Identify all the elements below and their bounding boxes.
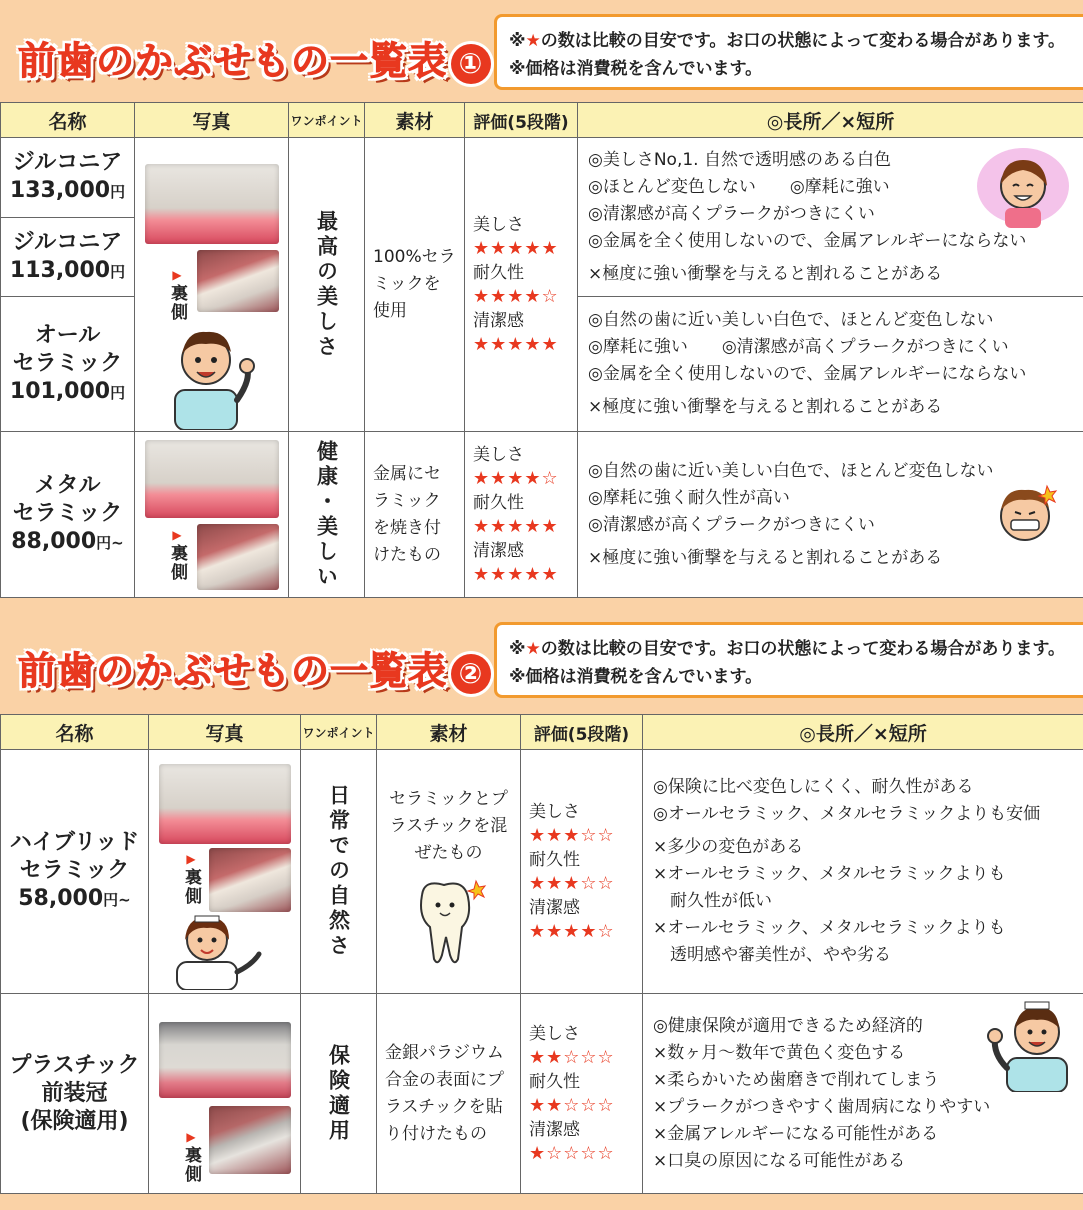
onepoint-cell: 保険適用 <box>301 994 377 1194</box>
pros-item: ◎摩耗に強く耐久性が高い <box>588 487 790 508</box>
front-teeth-photo <box>159 764 291 844</box>
pros-cons-cell <box>643 750 1083 994</box>
pros-item: ◎保険に比べ変色しにくく、耐久性がある <box>653 777 974 797</box>
eval-label: 清潔感 <box>529 897 580 918</box>
pros-item: ◎自然の歯に近い美しい白色で、ほとんど変色しない <box>588 310 994 330</box>
pros-cons-cell <box>578 432 1083 598</box>
eval-stars: ★★☆☆☆ <box>529 1094 615 1116</box>
cons-item: ×数ヶ月〜数年で黄色く変色する <box>653 1042 906 1063</box>
back-teeth-photo <box>197 250 279 312</box>
pros-item: ◎摩耗に強い ◎清潔感が高くプラークがつきにくい <box>588 337 1009 357</box>
cons-item: ×オールセラミック、メタルセラミックよりも <box>653 918 1006 938</box>
eval-stars: ★★★★★ <box>473 563 559 585</box>
cons-item: ×プラークがつきやすく歯周病になりやすい <box>653 1096 991 1117</box>
header-name: 名称 <box>1 715 149 750</box>
pros-item: ◎健康保険が適用できるため経済的 <box>653 1015 923 1036</box>
header-onepoint: ワンポイント <box>289 103 365 138</box>
section-1 <box>0 0 1083 600</box>
eval-label: 耐久性 <box>473 262 524 283</box>
front-teeth-photo <box>145 440 279 518</box>
cons-item-cont: 耐久性が低い <box>653 891 772 911</box>
header-name: 名称 <box>1 103 135 138</box>
tooth-mascot-icon <box>404 875 494 971</box>
header-pros-cons: ◎長所／×短所 <box>643 715 1083 750</box>
cons-item: ×口臭の原因になる可能性がある <box>653 1150 906 1171</box>
product-name-all-ceramic: オール セラミック 101,000円 <box>1 297 135 432</box>
pros-item: ◎金属を全く使用しないので、金属アレルギーにならない <box>588 364 1027 384</box>
eval-label: 美しさ <box>529 1023 580 1044</box>
product-name-zirconia-133: ジルコニア 133,000円 <box>1 138 135 218</box>
cons-item: ×極度に強い衝撃を与えると割れることがある <box>588 263 943 284</box>
title-number-badge: ② <box>451 654 491 694</box>
pros-item: ◎自然の歯に近い美しい白色で、ほとんど変色しない <box>588 460 994 481</box>
section-2 <box>0 608 1083 1210</box>
eval-stars: ★★★★★ <box>473 333 559 355</box>
onepoint-cell: 最高の美しさ <box>289 138 365 432</box>
eval-stars: ★★★★★ <box>473 237 559 259</box>
header-material: 素材 <box>377 715 521 750</box>
cons-item: ×極度に強い衝撃を与えると割れることがある <box>588 397 943 417</box>
eval-label: 美しさ <box>473 444 524 465</box>
back-teeth-photo <box>209 1106 291 1174</box>
eval-label: 清潔感 <box>473 310 524 331</box>
header-eval: 評価(5段階) <box>465 103 578 138</box>
product-name-plastic-veneer: プラスチック 前装冠 (保険適用) <box>1 994 149 1194</box>
cons-item: ×極度に強い衝撃を与えると割れることがある <box>588 547 943 568</box>
onepoint-cell: 日常での自然さ <box>301 750 377 994</box>
back-side-label: ▶裏側 <box>167 528 187 582</box>
pros-cons-cell <box>643 994 1083 1194</box>
pros-cons-cell <box>578 297 1083 432</box>
section-2-note: ※★の数は比較の目安です。お口の状態によって変わる場合があります。 ※価格は消費税を含んでいます。 <box>494 622 1083 698</box>
eval-label: 美しさ <box>473 214 524 235</box>
eval-cell <box>521 750 643 994</box>
section-1-note: ※★の数は比較の目安です。お口の状態によって変わる場合があります。 ※価格は消費税を含んでいます。 <box>494 14 1083 90</box>
photo-cell <box>149 994 301 1194</box>
material-cell: 金銀パラジウム合金の表面にプラスチックを貼り付けたもの <box>377 994 521 1194</box>
smiling-woman-icon <box>975 146 1071 228</box>
eval-stars: ★☆☆☆☆ <box>529 1142 615 1164</box>
male-dentist-waving-icon <box>985 998 1075 1092</box>
header-photo: 写真 <box>135 103 289 138</box>
male-dentist-icon <box>161 320 261 430</box>
product-name-metal-ceramic: メタル セラミック 88,000円~ <box>1 432 135 598</box>
table-row <box>1 432 1083 598</box>
section-2-title: 前歯のかぶせもの一覧表 ② <box>18 640 491 695</box>
eval-label: 清潔感 <box>529 1119 580 1140</box>
grimacing-man-icon <box>987 476 1063 552</box>
pros-cons-cell <box>578 138 1083 297</box>
back-teeth-photo <box>209 848 291 912</box>
photo-cell <box>135 432 289 598</box>
table-row <box>1 138 1083 218</box>
header-photo: 写真 <box>149 715 301 750</box>
cons-item: ×金属アレルギーになる可能性がある <box>653 1123 939 1144</box>
eval-stars: ★★★★☆ <box>529 920 615 942</box>
material-cell: 金属にセラミックを焼き付けたもの <box>365 432 465 598</box>
table-header-row <box>1 103 1083 138</box>
eval-label: 耐久性 <box>529 1071 580 1092</box>
eval-cell <box>465 432 578 598</box>
pros-item: ◎ほとんど変色しない ◎摩耗に強い <box>588 176 890 197</box>
eval-stars: ★★★★☆ <box>473 467 559 489</box>
pros-item: ◎美しさNo,1. 自然で透明感のある白色 <box>588 149 891 170</box>
header-material: 素材 <box>365 103 465 138</box>
front-teeth-photo <box>159 1022 291 1098</box>
cons-item-cont: 透明感や審美性が、やや劣る <box>653 945 891 965</box>
female-dentist-icon <box>169 910 269 990</box>
cons-item: ×オールセラミック、メタルセラミックよりも <box>653 864 1006 884</box>
product-name-hybrid-ceramic: ハイブリッド セラミック 58,000円~ <box>1 750 149 994</box>
pros-item: ◎清潔感が高くプラークがつきにくい <box>588 514 875 535</box>
eval-cell <box>521 994 643 1194</box>
back-side-label: ▶裏側 <box>181 852 201 906</box>
comparison-table-2 <box>0 714 1083 1194</box>
photo-cell <box>149 750 301 994</box>
back-side-label: ▶裏側 <box>167 268 187 322</box>
cons-item: ×多少の変色がある <box>653 837 804 857</box>
back-side-label: ▶裏側 <box>181 1130 201 1184</box>
title-number-badge: ① <box>451 44 491 84</box>
eval-stars: ★★★★☆ <box>473 285 559 307</box>
eval-stars: ★★★★★ <box>473 515 559 537</box>
header-eval: 評価(5段階) <box>521 715 643 750</box>
front-teeth-photo <box>145 164 279 244</box>
eval-stars: ★★★☆☆ <box>529 872 615 894</box>
table-header-row <box>1 715 1083 750</box>
header-pros-cons: ◎長所／×短所 <box>578 103 1083 138</box>
eval-label: 耐久性 <box>529 849 580 870</box>
eval-cell <box>465 138 578 432</box>
section-1-title: 前歯のかぶせもの一覧表 ① <box>18 30 491 85</box>
onepoint-cell: 健康・美しい <box>289 432 365 598</box>
table-row <box>1 750 1083 994</box>
table-row <box>1 994 1083 1194</box>
product-name-zirconia-113: ジルコニア 113,000円 <box>1 218 135 297</box>
pros-item: ◎清潔感が高くプラークがつきにくい <box>588 203 875 224</box>
back-teeth-photo <box>197 524 279 590</box>
pros-item: ◎金属を全く使用しないので、金属アレルギーにならない <box>588 230 1027 251</box>
eval-stars: ★★☆☆☆ <box>529 1046 615 1068</box>
pros-item: ◎オールセラミック、メタルセラミックよりも安価 <box>653 804 1041 824</box>
material-cell: 100%セラミックを使用 <box>365 138 465 432</box>
eval-label: 清潔感 <box>473 540 524 561</box>
material-cell: セラミックとプラスチックを混ぜたもの <box>377 750 521 994</box>
photo-cell <box>135 138 289 432</box>
cons-item: ×柔らかいため歯磨きで削れてしまう <box>653 1069 940 1090</box>
header-onepoint: ワンポイント <box>301 715 377 750</box>
eval-stars: ★★★☆☆ <box>529 824 615 846</box>
comparison-table-1 <box>0 102 1083 598</box>
eval-label: 耐久性 <box>473 492 524 513</box>
eval-label: 美しさ <box>529 801 580 822</box>
